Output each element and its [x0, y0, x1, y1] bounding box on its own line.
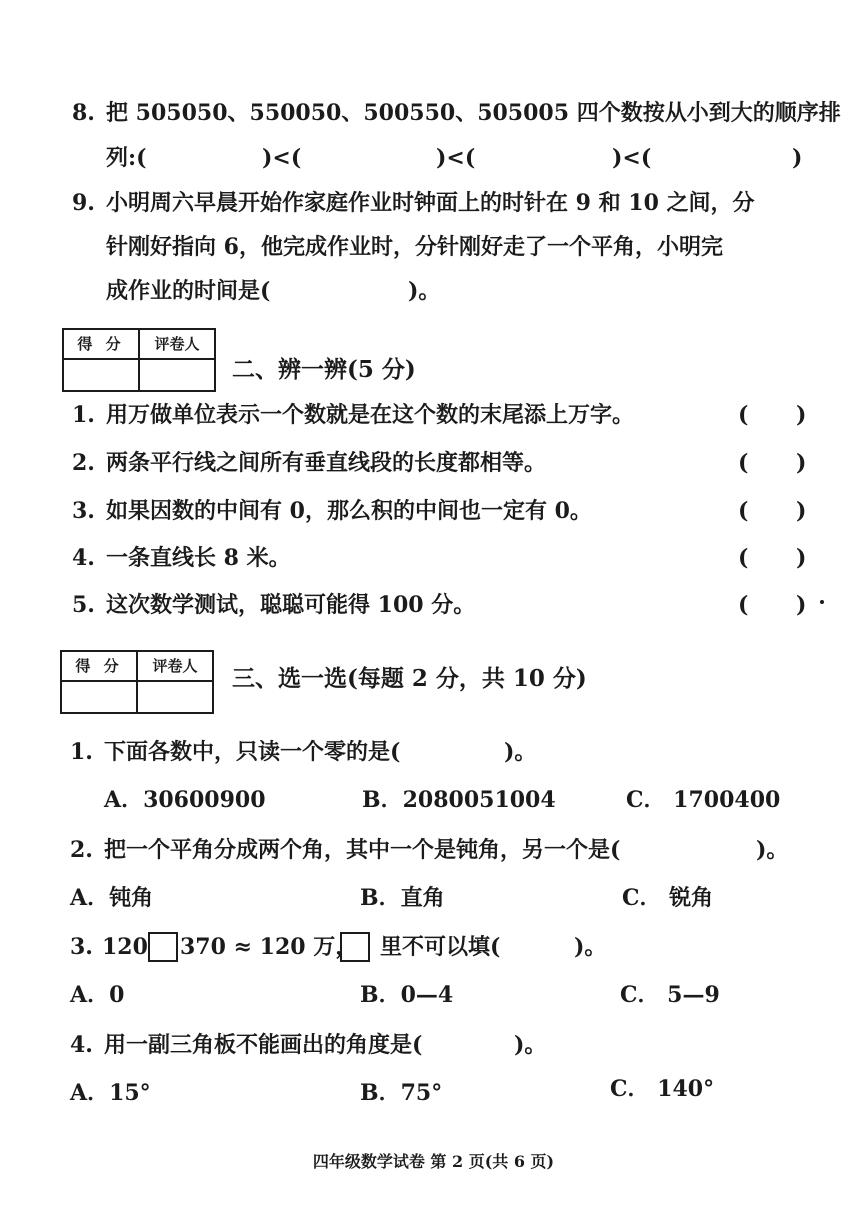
score-label: 得 分	[64, 330, 140, 360]
score-label: 得 分	[62, 652, 138, 682]
section-title: 三、选一选(每题 2 分，共 10 分)	[232, 665, 587, 692]
question-number: 8.	[72, 100, 95, 126]
question-text: 把 505050、550050、500550、505005 四个数按从小到大的顺序排	[106, 100, 841, 126]
question-number: 4.	[70, 1032, 93, 1058]
section-title: 二、辨一辨(5 分)	[232, 356, 416, 383]
score-box	[60, 650, 214, 714]
option-a: A．0	[70, 982, 125, 1008]
grader-cell[interactable]	[138, 682, 212, 712]
score-box	[62, 328, 216, 392]
answer-paren-open: (	[738, 545, 749, 571]
question-number: 1.	[70, 739, 93, 765]
question-text: )。	[408, 278, 441, 304]
question-number: 4.	[72, 545, 95, 571]
question-text: 两条平行线之间所有垂直线段的长度都相等。	[106, 450, 547, 476]
question-text: )。	[574, 934, 607, 960]
question-text: 列:(	[106, 145, 147, 171]
question-text: 成作业的时间是(	[106, 278, 271, 304]
answer-blank-separator: )<(	[436, 145, 476, 171]
option-c: C． 锐角	[622, 885, 714, 911]
question-number: 2.	[70, 837, 93, 863]
answer-paren-close: )	[796, 402, 807, 428]
question-text: 这次数学测试，聪聪可能得 100 分。	[106, 592, 476, 618]
answer-paren-open: (	[738, 592, 749, 618]
blank-square	[340, 932, 370, 962]
question-number: 5.	[72, 592, 95, 618]
score-cell[interactable]	[62, 682, 138, 712]
question-text: 一条直线长 8 米。	[106, 545, 291, 571]
option-b: B．2080051004	[362, 787, 556, 813]
option-a: A．30600900	[104, 787, 266, 813]
answer-paren-open: (	[738, 450, 749, 476]
question-text: 370 ≈ 120 万，	[180, 934, 358, 960]
question-number: 3.	[70, 934, 93, 960]
answer-blank-separator: )<(	[612, 145, 652, 171]
question-number: 9.	[72, 190, 95, 216]
question-text: )。	[756, 837, 789, 863]
stray-dot	[820, 600, 824, 604]
question-text: 120	[102, 934, 148, 960]
option-b: B．直角	[360, 885, 445, 911]
question-text: 里不可以填(	[380, 934, 501, 960]
page-footer: 四年级数学试卷 第 2 页(共 6 页)	[312, 1152, 555, 1171]
score-cell[interactable]	[64, 360, 140, 390]
question-number: 1.	[72, 402, 95, 428]
option-a: A．15°	[70, 1080, 151, 1106]
question-text: )。	[504, 739, 537, 765]
option-c: C． 140°	[610, 1076, 715, 1102]
grader-cell[interactable]	[140, 360, 214, 390]
question-number: 2.	[72, 450, 95, 476]
answer-blank-separator: )<(	[262, 145, 302, 171]
option-c: C． 1700400	[626, 787, 781, 813]
blank-square	[148, 932, 178, 962]
grader-label: 评卷人	[140, 330, 214, 360]
question-text: 如果因数的中间有 0，那么积的中间也一定有 0。	[106, 498, 592, 524]
grader-label: 评卷人	[138, 652, 212, 682]
question-text: 用万做单位表示一个数就是在这个数的末尾添上万字。	[106, 402, 635, 428]
answer-paren-close: )	[796, 498, 807, 524]
question-number: 3.	[72, 498, 95, 524]
question-text: 小明周六早晨开始作家庭作业时钟面上的时针在 9 和 10 之间，分	[106, 190, 755, 216]
answer-paren-close: )	[796, 450, 807, 476]
question-text: 针刚好指向 6，他完成作业时，分针刚好走了一个平角，小明完	[106, 234, 723, 260]
question-text: 把一个平角分成两个角，其中一个是钝角，另一个是(	[104, 837, 621, 863]
option-c: C． 5—9	[620, 982, 720, 1008]
question-text: 下面各数中，只读一个零的是(	[104, 739, 401, 765]
option-a: A．钝角	[70, 885, 154, 911]
answer-paren-close: )	[796, 592, 807, 618]
question-text: 用一副三角板不能画出的角度是(	[104, 1032, 423, 1058]
answer-paren-open: (	[738, 402, 749, 428]
answer-paren-close: )	[796, 545, 807, 571]
option-b: B．75°	[360, 1080, 443, 1106]
answer-blank-end: )	[792, 145, 803, 171]
option-b: B．0—4	[360, 982, 454, 1008]
question-text: )。	[514, 1032, 547, 1058]
answer-paren-open: (	[738, 498, 749, 524]
